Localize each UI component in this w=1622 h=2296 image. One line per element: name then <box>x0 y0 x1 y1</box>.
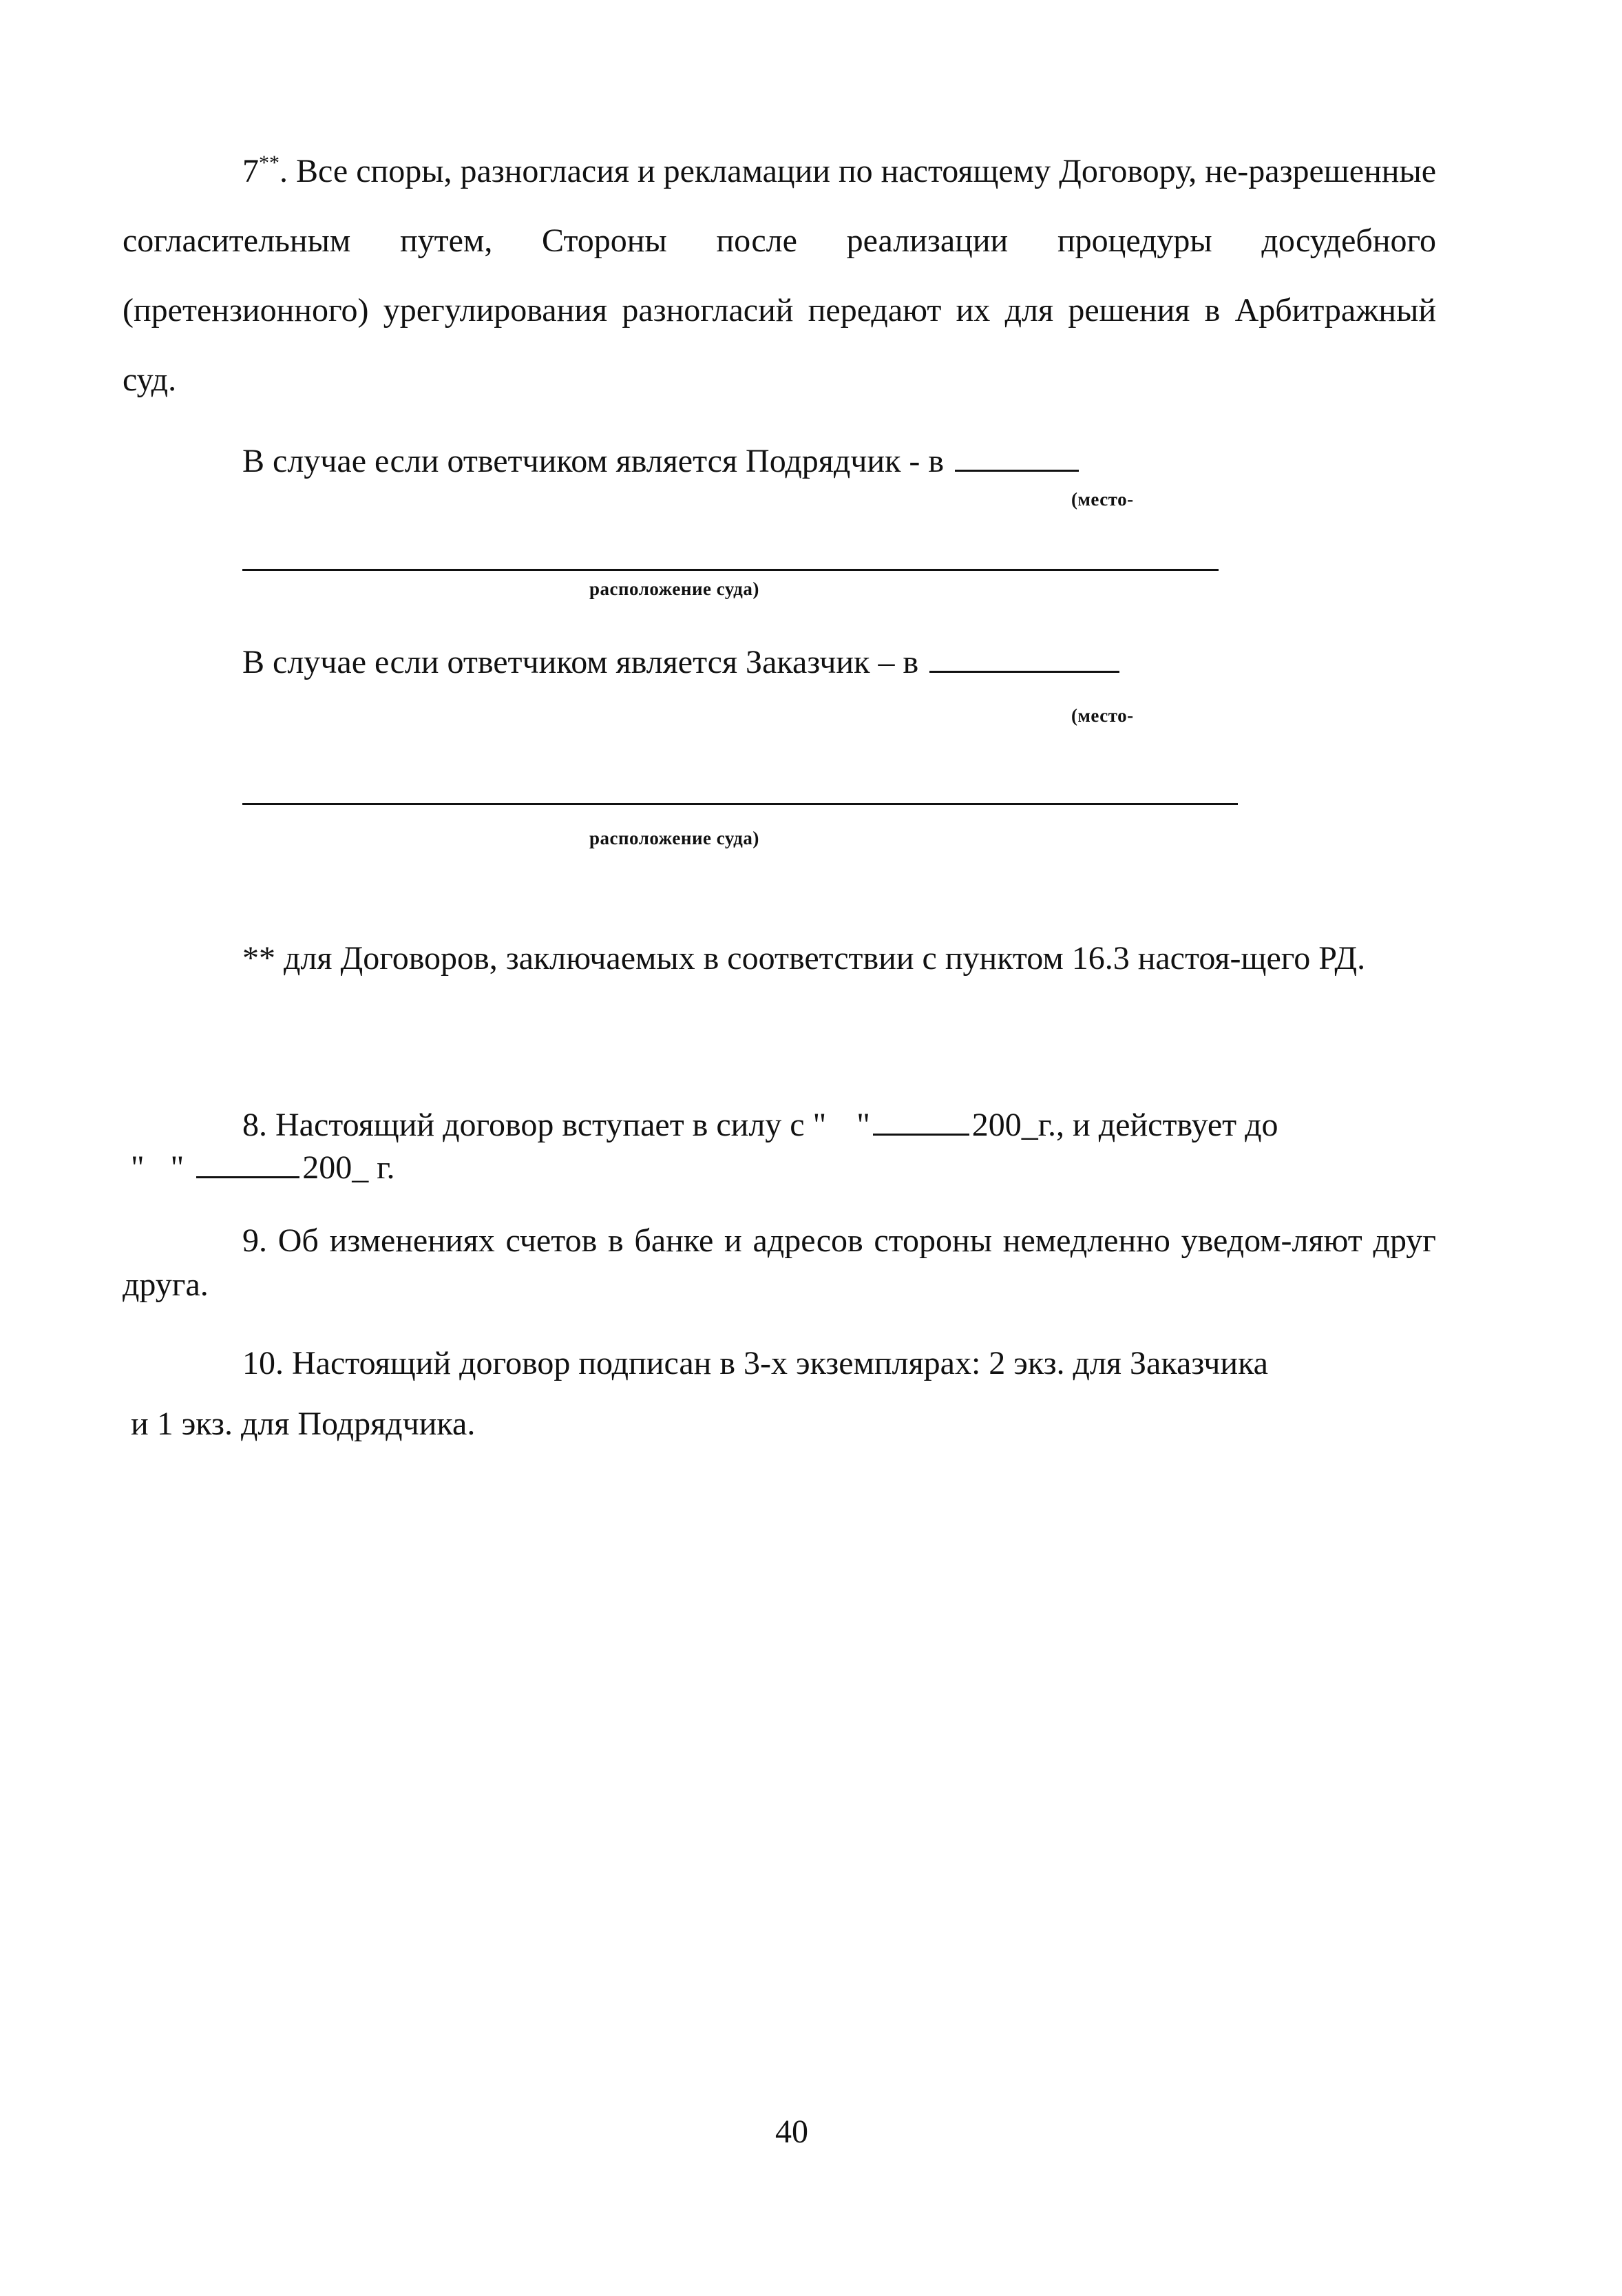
footnote-marker: ** <box>259 152 280 174</box>
paragraph-7-number: 7 <box>242 153 259 189</box>
contractor-caption-location: (место- <box>1071 489 1134 510</box>
paragraph-8-line-2 <box>131 1147 394 1189</box>
customer-respondent-text: В случае если ответчиком является Заказчик – в <box>242 644 919 680</box>
paragraph-8-end-year: 200_ г. <box>302 1149 395 1186</box>
contractor-respondent-text: В случае если ответчиком является Подрядчик - в <box>242 443 945 479</box>
paragraph-8-start: 8. Настоящий договор вступает в силу с " <box>242 1107 827 1143</box>
customer-respondent-line <box>242 642 1122 683</box>
end-day-quote-open: " <box>131 1149 145 1186</box>
page-number: 40 <box>775 2114 808 2150</box>
paragraph-10-line-2: и 1 экз. для Подрядчика. <box>131 1406 476 1442</box>
paragraph-9: 9. Об изменениях счетов в банке и адресов стороны немедленно уведом-ляют друг друга. <box>123 1222 1436 1303</box>
paragraph-7-text: . Все споры, разногласия и рекламации по настоящему Договору, не-разрешенные согласительным путем, Стороны после реализации процедуры досудебного (претензионного) урегулирования разногласий передают их для решения в Арбитражный суд. <box>123 153 1436 398</box>
paragraph-7 <box>123 136 1436 415</box>
customer-court-blank <box>929 643 1119 673</box>
start-month-blank <box>873 1106 969 1136</box>
customer-caption-location: (место- <box>1071 705 1134 726</box>
customer-caption-court: расположение суда) <box>589 828 759 848</box>
contractor-court-blank <box>955 442 1079 472</box>
contractor-caption-court: расположение суда) <box>589 578 759 599</box>
footnote: ** для Договоров, заключаемых в соответствии с пунктом 16.3 настоя-щего РД. <box>242 940 1366 977</box>
contractor-court-rule <box>242 569 1219 571</box>
paragraph-8-quote: " <box>856 1107 870 1143</box>
paragraph-10-line-1: 10. Настоящий договор подписан в 3-х экземплярах: 2 экз. для Заказчика <box>242 1345 1268 1381</box>
end-day-quote-close: " <box>170 1149 185 1186</box>
contractor-respondent-line <box>242 441 1082 482</box>
paragraph-8-line-1 <box>242 1105 1278 1146</box>
customer-court-rule <box>242 803 1238 805</box>
paragraph-8-year: 200_г., и действует до <box>971 1107 1278 1143</box>
end-month-blank <box>196 1149 299 1178</box>
